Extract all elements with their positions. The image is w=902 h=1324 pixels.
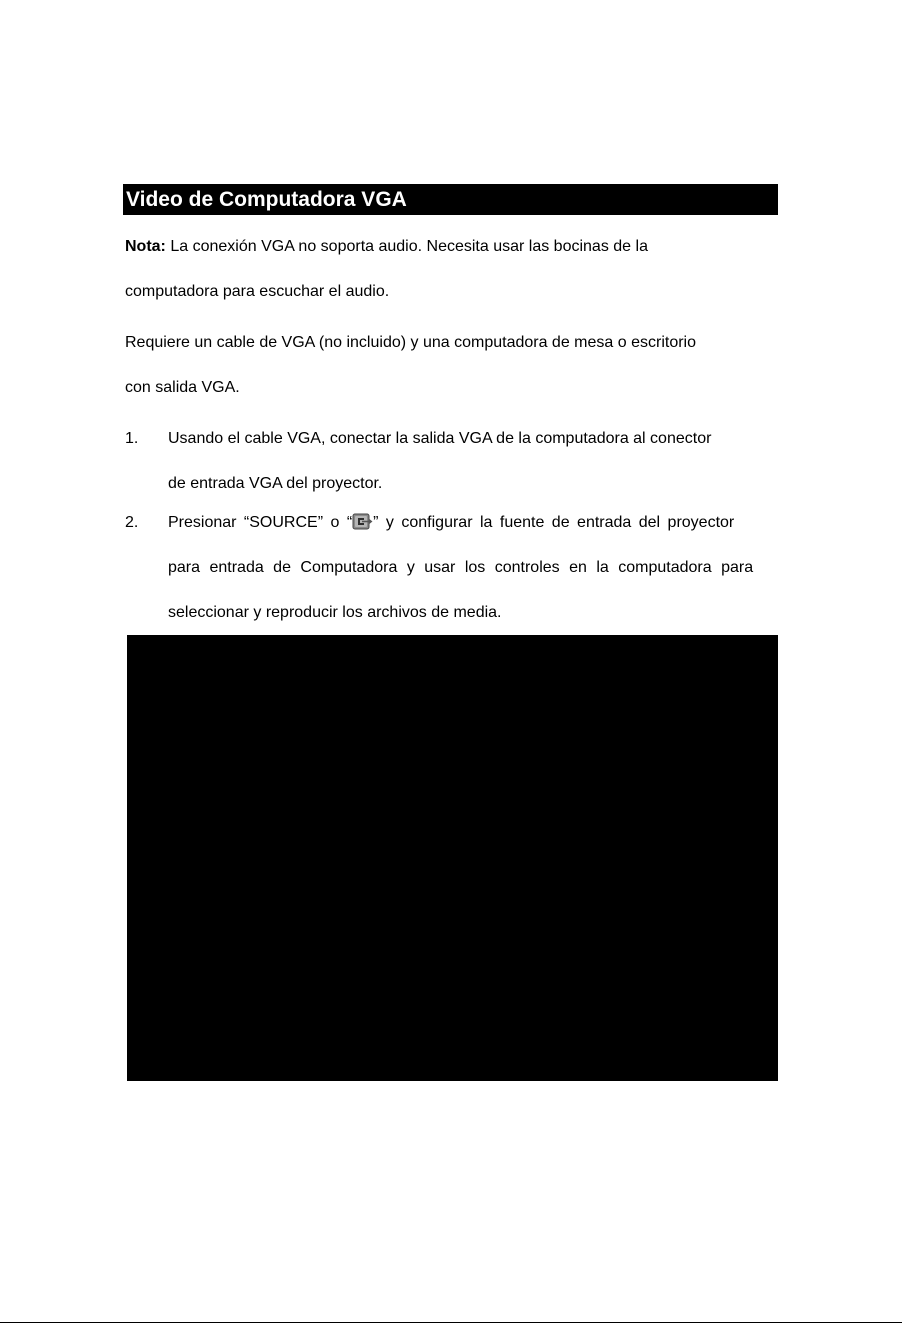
note-paragraph — [125, 224, 785, 314]
requirement-line-1: Requiere un cable de VGA (no incluido) y una computadora de mesa o escritorio — [125, 334, 696, 351]
step-1-line-1: Usando el cable VGA, conectar la salida VGA de la computadora al conector — [168, 430, 712, 447]
step-2-line-2: para entrada de Computadora y usar los controles en la computadora para — [168, 559, 754, 576]
step-2-text-before-icon: Presionar “SOURCE” o “ — [168, 514, 353, 531]
step-number: 2. — [125, 514, 139, 531]
requirement-paragraph — [125, 320, 785, 410]
step-2-line-1 — [168, 500, 778, 545]
source-input-icon — [352, 503, 373, 520]
step-1-line-2: de entrada VGA del proyector. — [168, 475, 383, 492]
step-body — [168, 416, 778, 506]
section-title: Video de Computadora VGA — [123, 184, 778, 215]
note-line-2: computadora para escuchar el audio. — [125, 283, 390, 300]
note-text-1: La conexión VGA no soporta audio. Necesita usar las bocinas de la — [165, 238, 648, 255]
page-bottom-rule — [0, 1322, 902, 1323]
step-body — [168, 500, 778, 635]
note-label: Nota: — [125, 238, 166, 255]
step-2-text-after-icon: ” y configurar la fuente de entrada del proyector — [373, 514, 735, 531]
step-number: 1. — [125, 430, 139, 447]
video-image — [127, 635, 778, 1081]
requirement-line-2: con salida VGA. — [125, 379, 240, 396]
note-line-1 — [125, 224, 785, 269]
step-2-line-3: seleccionar y reproducir los archivos de media. — [168, 604, 502, 621]
